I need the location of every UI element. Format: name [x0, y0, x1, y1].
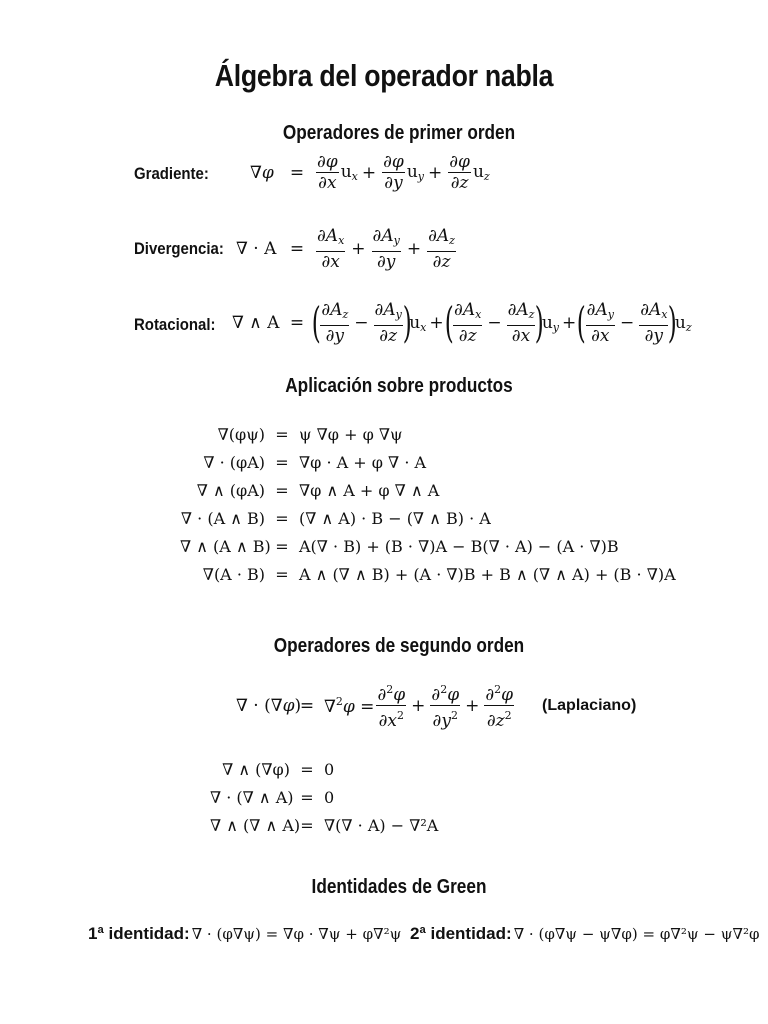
- equation-lhs: ∇ · (A ∧ B): [180, 509, 265, 528]
- section-heading-productos: Aplicación sobre productos: [285, 375, 513, 397]
- equation-lhs: ∇ · (∇ ∧ A): [210, 788, 294, 807]
- equation-laplaciano: ∇ · (∇φ) = ∇$^2$φ = $\frac{\partial^2\varphi}{\partial x^2}$ + $\frac{\partial^2\varphi}{\partial y^2}$ + $\frac{\partial^2\varphi}{\partial z^2}$ (Laplaciano): [236, 680, 636, 731]
- equation-rhs: 0: [324, 760, 335, 779]
- equation-rhs: A ∧ (∇ ∧ B) + (A · ∇)B + B ∧ (∇ ∧ A) + (B · ∇)A: [299, 565, 676, 584]
- equation-rhs: 0: [324, 788, 335, 807]
- page-title: Álgebra del operador nabla: [214, 58, 554, 93]
- equation-rhs: ∇(∇ · A) − ∇²A: [324, 816, 439, 835]
- green-identity-1: [88, 924, 401, 944]
- green-identity-2: [410, 924, 759, 944]
- equation-lhs: ∇ ∧ (∇ ∧ A): [210, 816, 301, 835]
- equation-lhs: ∇ ∧ (φA): [196, 481, 265, 500]
- equation-rhs: A(∇ · B) + (B · ∇)A − B(∇ · A) − (A · ∇)B: [299, 537, 619, 556]
- label-rotacional: Rotacional:: [134, 315, 216, 334]
- equation-lhs: ∇ ∧ (A ∧ B): [180, 537, 271, 556]
- equations-segundo-orden: ∇ ∧ (∇φ) = 0 ∇ · (∇ ∧ A) = 0 ∇ ∧ (∇ ∧ A) = ∇(∇ · A) − ∇²A: [210, 760, 439, 835]
- green-identity-1-label: 1ª identidad:: [88, 924, 190, 943]
- equation-rhs: (∇ ∧ A) · B − (∇ ∧ B) · A: [299, 509, 491, 528]
- section-heading-primer-orden: Operadores de primer orden: [282, 122, 516, 144]
- equation-lhs: ∇ ∧ (∇φ): [222, 760, 290, 779]
- equation-rhs: ∇φ ∧ A + φ ∇ ∧ A: [299, 481, 440, 500]
- equations-productos: ∇(φψ) = ψ ∇φ + φ ∇ψ ∇ · (φA) = ∇φ · A + φ ∇ · A ∇ ∧ (φA) = ∇φ ∧ A + φ ∇ ∧ A ∇ · (A ∧ B) = (∇ ∧ A) · B − (∇ ∧ B) · A ∇ ∧ (A ∧ B) = A(∇ · B) + (B · ∇)A − B(∇ · A) − (A · ∇)B ∇(A · B) = A ∧ (∇ ∧ B) + (A · ∇)B + B ∧ (∇ ∧ A) + (B · ∇)A: [180, 425, 676, 584]
- label-divergencia: Divergencia:: [134, 239, 224, 258]
- equation-divergencia: ∇ · A = $\frac{\partial A_x}{\partial x}$ + $\frac{\partial A_y}{\partial y}$ + $\frac{\partial A_z}{\partial z}$: [236, 226, 455, 272]
- section-heading-segundo-orden: Operadores de segundo orden: [273, 635, 525, 657]
- equation-rotacional: ∇ ∧ A = ( $\frac{\partial A_z}{\partial y}$ − $\frac{\partial A_y}{\partial z}$ ) $u_x$ + ( $\frac{\partial A_x}{\partial z}$ − $\frac{\partial A_z}{\partial x}$ ) $u_y$ + ( $\frac{\partial A_y}{\partial x}$ − $\frac{\partial A_x}{\partial y}$ ) $u_z$: [232, 298, 692, 347]
- equation-lhs: ∇(A · B): [202, 565, 265, 584]
- laplaciano-label: (Laplaciano): [542, 696, 637, 714]
- equation-gradiente: ∇φ = $\frac{\partial\varphi}{\partial x}$ $u_x$ + $\frac{\partial\varphi}{\partial y}$ $u_y$ + $\frac{\partial\varphi}{\partial z}$ $u_z$: [250, 152, 490, 193]
- equation-rhs: ∇φ · A + φ ∇ · A: [299, 453, 427, 472]
- equation-lhs: ∇ · (φA): [203, 453, 265, 472]
- green-identity-2-equation: ∇ · (φ∇ψ − ψ∇φ) = φ∇²ψ − ψ∇²φ: [513, 925, 760, 943]
- green-identity-1-equation: ∇ · (φ∇ψ) = ∇φ · ∇ψ + φ∇²ψ: [191, 925, 402, 943]
- equation-lhs: ∇(φψ): [217, 425, 265, 444]
- label-gradiente: Gradiente:: [134, 164, 209, 183]
- equation-rhs: ψ ∇φ + φ ∇ψ: [299, 425, 403, 444]
- section-heading-green: Identidades de Green: [311, 876, 487, 898]
- green-identity-2-label: 2ª identidad:: [410, 924, 512, 943]
